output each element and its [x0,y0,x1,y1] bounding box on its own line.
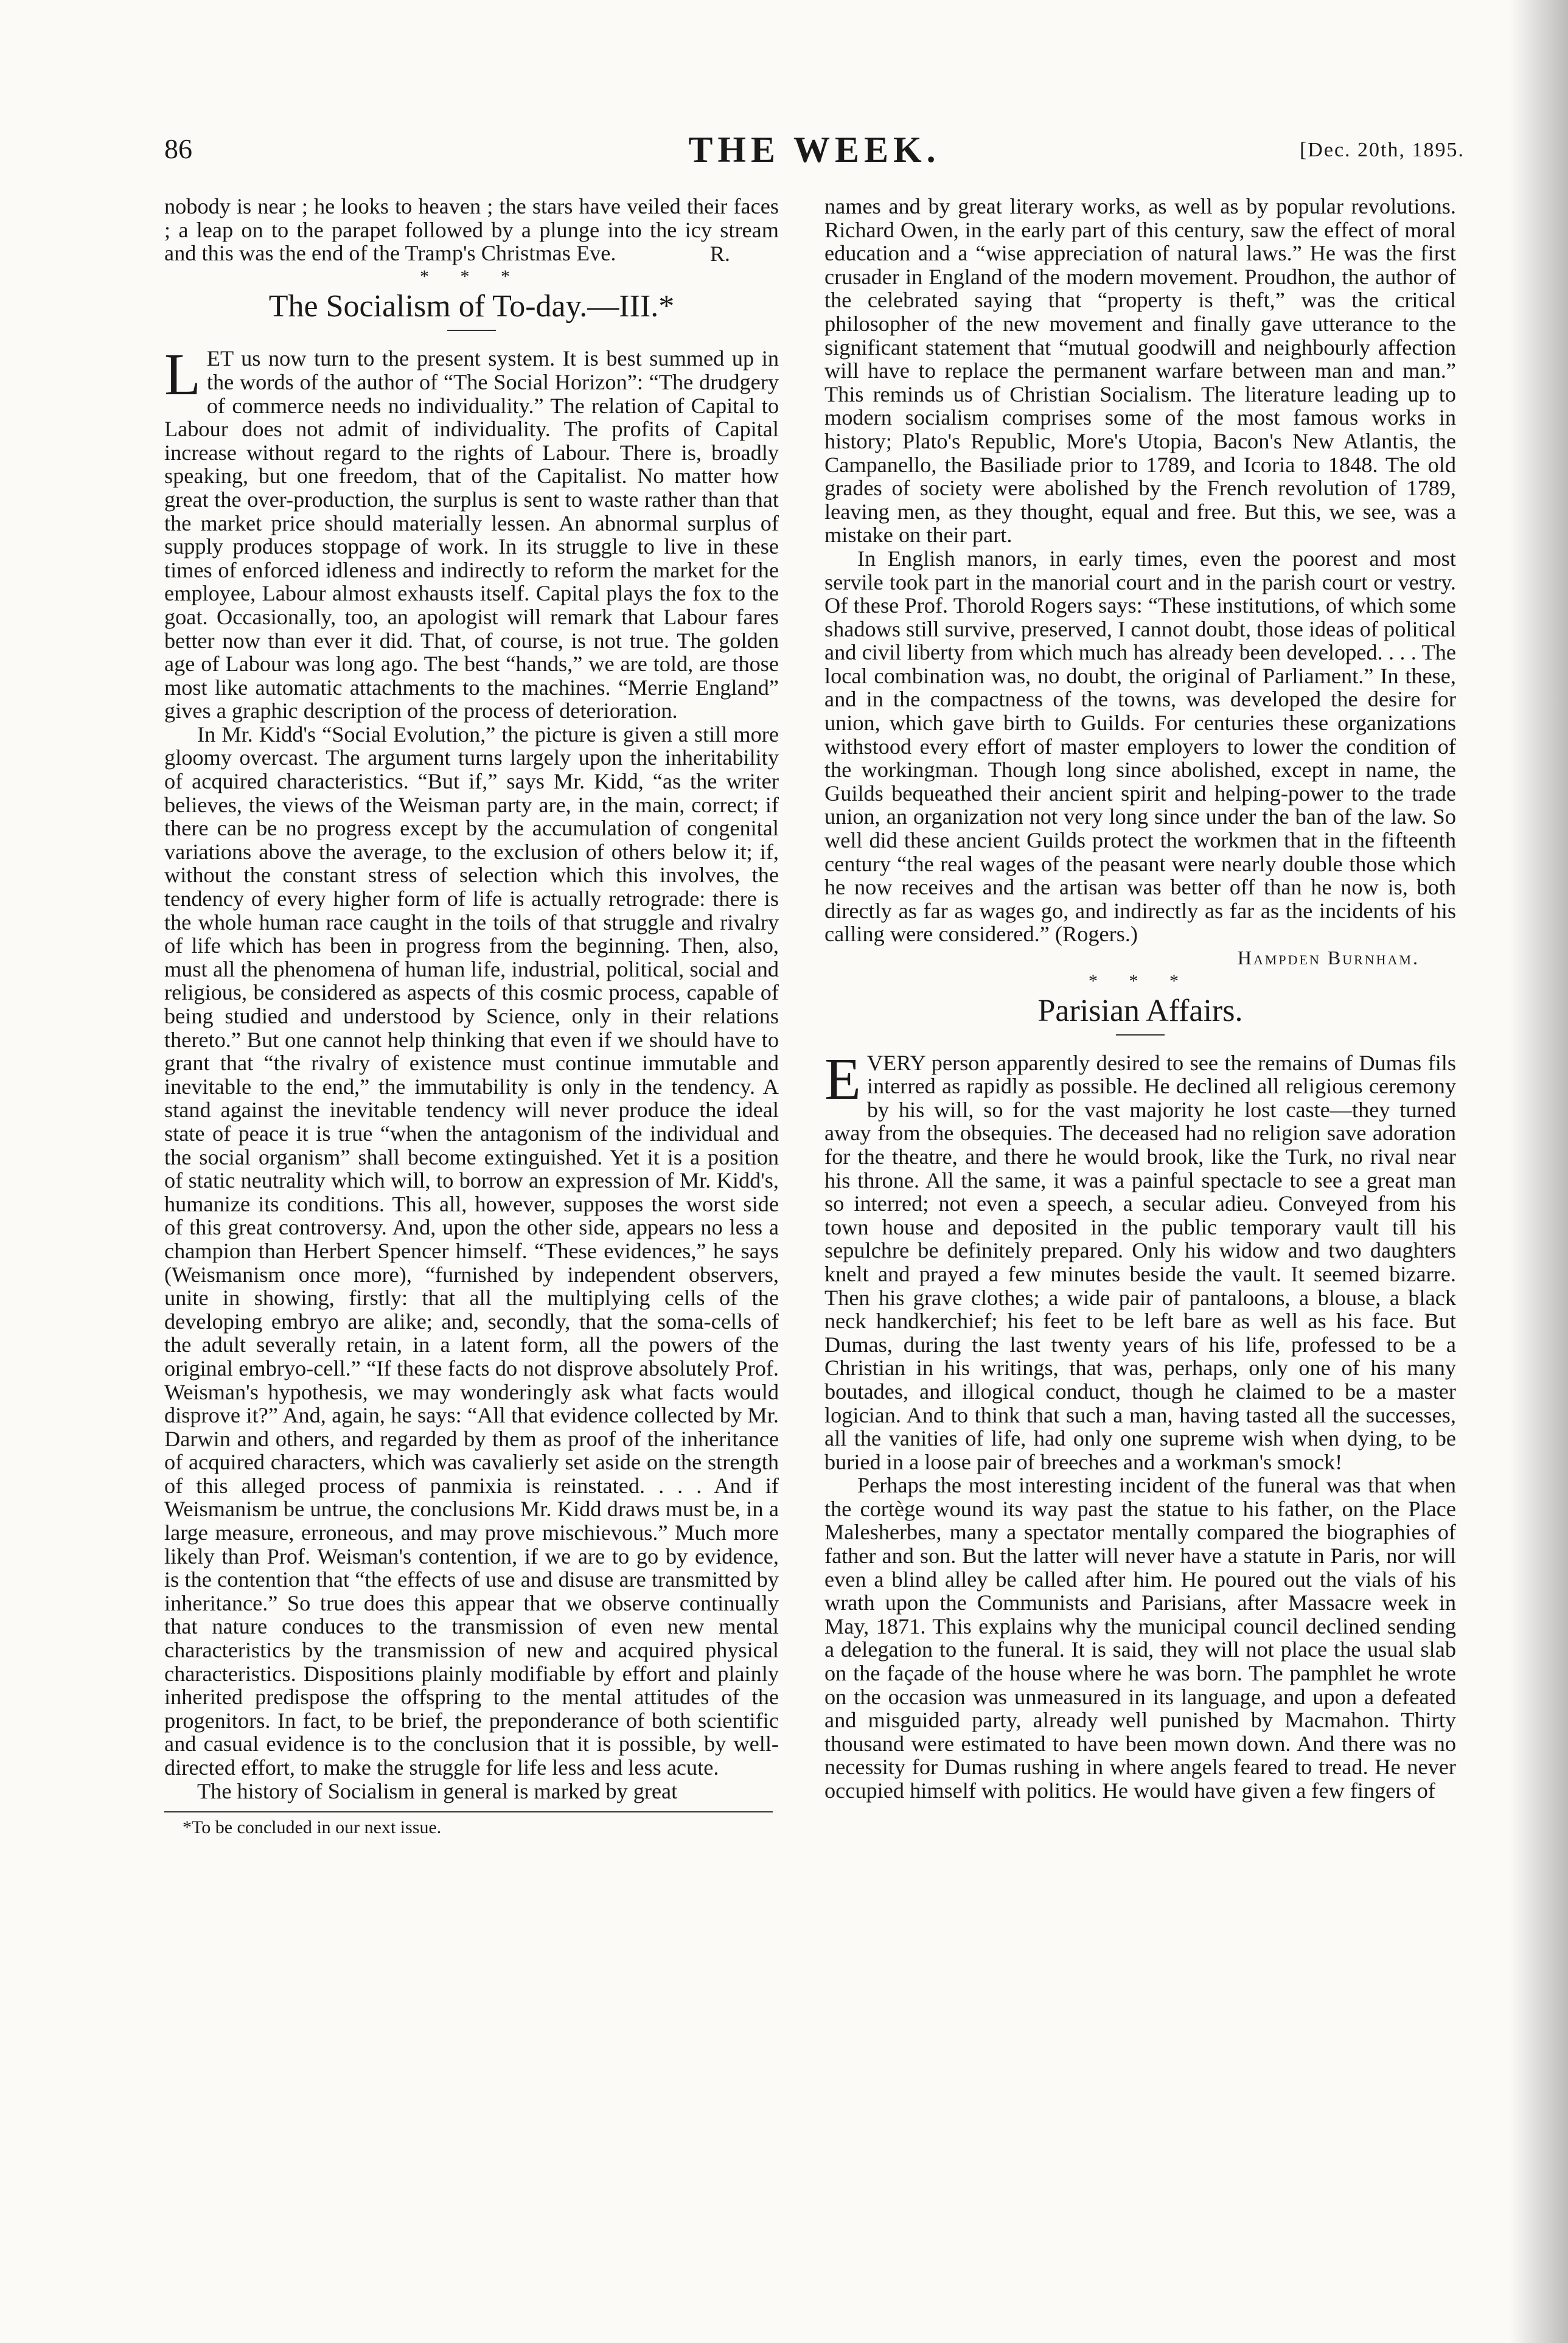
socialism-article-title: The Socialism of To-day.—III.* [268,289,675,324]
title-rule [447,330,496,331]
footnote: *To be concluded in our next issue. [183,1817,442,1838]
title-rule-right [1116,1034,1165,1036]
tramp-story-ending: nobody is near ; he looks to heaven ; the stars have veiled their faces ; a leap on to the parapet followed by a plunge into the icy stream and this was the end of the Tramp's Christmas Eve. [164,194,779,266]
page-header [164,130,1465,175]
page-number: 86 [164,133,192,164]
parisian-paragraph-1 [824,1046,1456,1474]
masthead-title: THE WEEK. [688,130,941,170]
socialism-paragraph-2: In Mr. Kidd's “Social Evolution,” the picture is given a still more gloomy overcast. The argument turns largely upon the inheritability of acquired characteristics. “But if,” says Mr. Kidd, “as the writer believes, the views of the Weisman party are, in the main, correct; if there can be no progress except by the accumulation of congenital variations above the average, to the exclusion of others below it; if, without the constant stress of selection which this involves, the tendency of every higher form of life is actually retrograde: there is the whole human race caught in the toils of that struggle and rivalry of life which has been in progress from the beginning. Then, also, must all the phenomena of human life, industrial, political, social and religious, be considered as aspects of this cosmic process, capable of being studied and understood by Science, only in their relations thereto.” But one cannot help thinking that even if we should have to grant that “the rivalry of existence must continue immutable and inevitable to the end,” the immutability is only in the tendency. A stand against the inevitable tendency will never produce the ideal state of peace it is true “when the antagonism of the individual and the social organism” shall become extinguished. Yet it is a position of static neutrality which will, to borrow an expression of Mr. Kidd's, humanize its conditions. This all, however, supposes the worst side of this great controversy. And, upon the other side, appears no less a champion than Herbert Spencer himself. “These evidences,” he says (Weismanism once more), “furnished by independent observers, unite in showing, firstly: that all the multiplying cells of the developing embryo are alike; and, secondly, that the soma-cells of the adult severally retain, in a latent form, all the powers of the original embryo-cell.” “If these facts do not disprove absolutely Prof. Weisman's hypothesis, we may wonderingly ask what facts would disprove it?” And, again, he says: “All that evidence collected by Mr. Darwin and others, and regarded by them as proof of the inheritance of acquired characters, which was cavalierly set aside on the strength of this alleged process of panmixia is reinstated. . . . And if Weismanism be untrue, the conclusions Mr. Kidd draws must be, in a large measure, erroneous, and may prove mischievous.” Much more likely than Prof. Weisman's contention, if we are to go by evidence, is the contention that “the effects of use and disuse are transmitted by inheritance.” So true does this appear that we observe continually that nature conduces to the transmission of even new mental characteristics by the transmission of new and acquired physical characteristics. Dispositions plainly modifiable by effort and plainly inherited predispose the offspring to the mental attitudes of the progenitors. In fact, to be brief, the preponderance of both scientific and casual evidence is to the conclusion that it is possible, by well-directed effort, to make the struggle for life less and less acute. [164,722,779,1780]
section-divider-stars-right: * * * [1089,970,1192,991]
section-divider-stars: * * * [420,266,523,287]
right-column [824,195,1456,1803]
socialism-paragraph-1-text: ET us now turn to the present system. It is best summed up in the words of the author of “The Social Horizon”: “The drudgery of commerce needs no individuality.” The relation of Capital to Labour does not admit of individuality. The profits of Capital increase without regard to the rights of Labour. There is, broadly speaking, but one freedom, that of the Capitalist. No matter how great the over-production, the surplus is sent to waste rather than that the market price should materially lessen. An abnormal surplus of supply produces stoppage of work. In its struggle to live in these times of enforced idleness and indirectly to reform the market for the employee, Labour almost exhausts itself. Capital plays the fox to the goat. Occasionally, too, an apologist will remark that Labour fares better now than ever it did. That, of course, is not true. The golden age of Labour was long ago. The best “hands,” we are told, are those most like automatic attachments to the machines. “Merrie England” gives a graphic description of the process of deterioration. [164,346,779,723]
drop-cap-e: E [824,1046,861,1112]
tramp-story-signature: R. [709,241,730,266]
socialism-continued-paragraph-1: names and by great literary works, as well as by popular revolutions. Richard Owen, in the early part of this century, saw the effect of moral education and a “wise appreciation of natural laws.” He was the first crusader in England of the modern movement. Proudhon, the author of the celebrated saying that “property is theft,” was the critical philosopher of the new movement and finally gave utterance to the significant statement that “mutual goodwill and neighbourly affection will have to replace the permanent warfare between man and man.” This reminds us of Christian Socialism. The literature leading up to modern socialism comprises some of the most famous works in history; Plato's Republic, More's Utopia, Bacon's New Atlantis, the Campanello, the Basiliade prior to 1789, and Icoria to 1848. The old grades of society were abolished by the French revolution of 1789, leaving men, as they thought, equal and free. But this, we see, was a mistake on their part. [824,194,1456,548]
parisian-paragraph-1-text: VERY person apparently desired to see the remains of Dumas fils interred as rapidly as possible. He declined all religious ceremony by his will, so for the vast majority he lost caste—they turned away from the obsequies. The deceased had no religion save adoration for the theatre, and there he would brook, like the Turk, no rival near his throne. All the same, it was a painful spectacle to see a great man so interred; not even a speech, a secular adieu. Conveyed from his town house and deposited in the public temporary vault till his sepulchre be definitely prepared. Only his widow and two daughters knelt and prayed a few minutes beside the vault. It seemed bizarre. Then his grave clothes; a wide pair of pantaloons, a blouse, a black neck handkerchief; his feet to be left bare as well as his face. But Dumas, during the last twenty years of his life, professed to be a Christian in his writings, that was, perhaps, only one of his many boutades, and illogical conduct, though he claimed to be a master logician. And to think that such a man, having tasted all the successes, all the vanities of life, had only one supreme wish when dying, to be buried in a loose pair of breeches and a workman's smock! [824,1050,1456,1474]
left-column [164,195,779,1840]
parisian-paragraph-2: Perhaps the most interesting incident of the funeral was that when the cortège wound its way past the statue to his father, on the Place Malesherbes, many a spectator mentally compared the biographies of father and son. But the latter will never have a statute in Paris, nor will even a blind alley be called after him. He poured out the vials of his wrath upon the Communists and Parisians, after Massacre week in May, 1871. This explains why the municipal council declined sending a delegation to the funeral. It is said, they will not place the usual slab on the façade of the house where he was born. The pamphlet he wrote on the occasion was unmeasured in its language, and upon a defeated and misguided party, already well punished by Macmahon. Thirty thousand were estimated to have been mown down. And there was no necessity for Dumas rushing in where angels feared to tread. He never occupied himself with politics. He would have given a few fingers of [824,1473,1456,1803]
drop-cap-l: L [164,342,201,408]
issue-date: [Dec. 20th, 1895. [1299,139,1465,161]
footnote-rule [164,1811,773,1812]
author-signature: Hampden Burnham. [1237,947,1420,969]
parisian-affairs-title: Parisian Affairs. [1037,993,1243,1028]
page-edge-shadow [1510,0,1568,2343]
socialism-continued-paragraph-2: In English manors, in early times, even the poorest and most servile took part in the manorial court and in the parish court or vestry. Of these Prof. Thorold Rogers says: “These institutions, of which some shadows still survive, preserved, I cannot doubt, those ideas of political and civil liberty from which much has already been developed. . . . The local combination was, no doubt, the original of Parliament.” In these, and in the compactness of the towns, was developed the desire for union, which gave birth to Guilds. For centuries these organizations withstood every effort of master employers to lower the condition of the workingman. Though long since abolished, except in name, the Guilds bequeathed their ancient spirit and helping-power to the trade union, an organization not very long since under the ban of the law. So well did these ancient Guilds protect the workmen that in the fifteenth century “the real wages of the peasant were nearly double those which he now receives and the artisan was better off than he now is, both directly as far as wages go, and indirectly as far as the incidents of his calling were considered.” (Rogers.) [824,546,1456,947]
socialism-paragraph-3: The history of Socialism in general is marked by great [197,1778,678,1803]
socialism-paragraph-1 [164,342,779,723]
